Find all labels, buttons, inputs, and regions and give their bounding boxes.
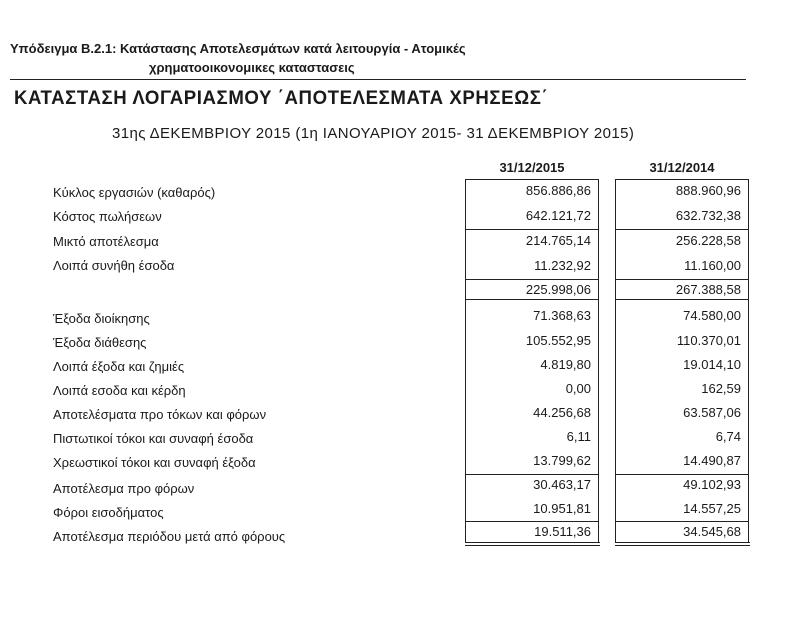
row-value-2014: 267.388,58 [675, 282, 741, 297]
row-value-2014: 49.102,93 [683, 477, 741, 492]
row-label: Μικτό αποτέλεσμα [53, 234, 159, 249]
row-value-2015: 71.368,63 [533, 308, 591, 323]
separator-line [615, 229, 749, 230]
row-value-2014: 14.557,25 [683, 501, 741, 516]
row-label: Λοιπά συνήθη έσοδα [53, 258, 175, 273]
row-value-2015: 11.232,92 [534, 258, 591, 273]
row-value-2014: 6,74 [715, 429, 741, 444]
row-value-2015: 10.951,81 [533, 501, 591, 516]
row-value-2015: 225.998,06 [525, 282, 591, 297]
row-value-2014: 110.370,01 [676, 333, 741, 348]
separator-line [615, 521, 749, 522]
row-value-2015: 19.511,36 [534, 524, 591, 539]
row-value-2014: 63.587,06 [683, 405, 741, 420]
row-value-2014: 34.545,68 [683, 524, 741, 539]
separator-line [465, 279, 599, 280]
row-label: Λοιπά έξοδα και ζημιές [53, 359, 185, 374]
column-header-2015: 31/12/2015 [499, 160, 565, 175]
header-rule [10, 79, 746, 80]
row-value-2015: 856.886,86 [525, 183, 591, 198]
separator-line [465, 474, 599, 475]
row-value-2014: 632.732,38 [675, 208, 741, 223]
row-value-2015: 30.463,17 [533, 477, 591, 492]
row-value-2015: 214.765,14 [525, 233, 591, 248]
template-subtitle: χρηματοοικονομικες καταστασεις [149, 60, 355, 75]
row-value-2015: 13.799,62 [533, 453, 591, 468]
row-value-2015: 0,00 [565, 381, 591, 396]
separator-line [465, 521, 599, 522]
row-value-2014: 162,59 [701, 381, 741, 396]
row-value-2014: 74.580,00 [683, 308, 741, 323]
column-header-2014: 31/12/2014 [649, 160, 715, 175]
row-value-2014: 888.960,96 [675, 183, 741, 198]
row-value-2014: 14.490,87 [683, 453, 741, 468]
row-label: Χρεωστικοί τόκοι και συναφή έξοδα [53, 455, 256, 470]
row-value-2015: 4.819,80 [540, 357, 591, 372]
row-value-2015: 6,11 [566, 429, 591, 444]
row-value-2015: 105.552,95 [525, 333, 591, 348]
separator-line [615, 299, 749, 300]
separator-line [465, 229, 599, 230]
separator-line [615, 474, 749, 475]
statement-title: ΚΑΤΑΣΤΑΣΗ ΛΟΓΑΡΙΑΣΜΟΥ ΄ΑΠΟΤΕΛΕΣΜΑΤΑ ΧΡΗΣΕΩΣ΄ [14, 88, 549, 109]
row-label: Φόροι εισοδήματος [53, 505, 164, 520]
row-label: Κόστος πωλήσεων [53, 209, 162, 224]
row-label: Πιστωτικοί τόκοι και συναφή έσοδα [53, 431, 254, 446]
row-label: Έξοδα διάθεσης [53, 335, 147, 350]
row-label: Κύκλος εργασιών (καθαρός) [53, 185, 216, 200]
template-title: Υπόδειγμα Β.2.1: Κατάστασης Αποτελεσμάτων κατά λειτουργία - Ατομικές [10, 41, 466, 56]
row-label: Αποτέλεσμα προ φόρων [53, 481, 195, 496]
row-label: Λοιπά εσοδα και κέρδη [53, 383, 186, 398]
row-label: Έξοδα διοίκησης [53, 311, 150, 326]
row-value-2015: 642.121,72 [525, 208, 591, 223]
row-value-2015: 44.256,68 [533, 405, 591, 420]
separator-line [465, 299, 599, 300]
row-label: Αποτελέσματα προ τόκων και φόρων [53, 407, 267, 422]
row-value-2014: 19.014,10 [683, 357, 741, 372]
row-value-2014: 256.228,58 [675, 233, 741, 248]
row-value-2014: 11.160,00 [684, 258, 741, 273]
row-label: Αποτέλεσμα περιόδου μετά από φόρους [53, 529, 286, 544]
period-caption: 31ης ΔΕΚΕΜΒΡΙΟΥ 2015 (1η ΙΑΝΟΥΑΡΙΟΥ 2015- 31 ΔΕΚΕΜΒΡΙΟΥ 2015) [112, 125, 635, 142]
separator-line [615, 279, 749, 280]
